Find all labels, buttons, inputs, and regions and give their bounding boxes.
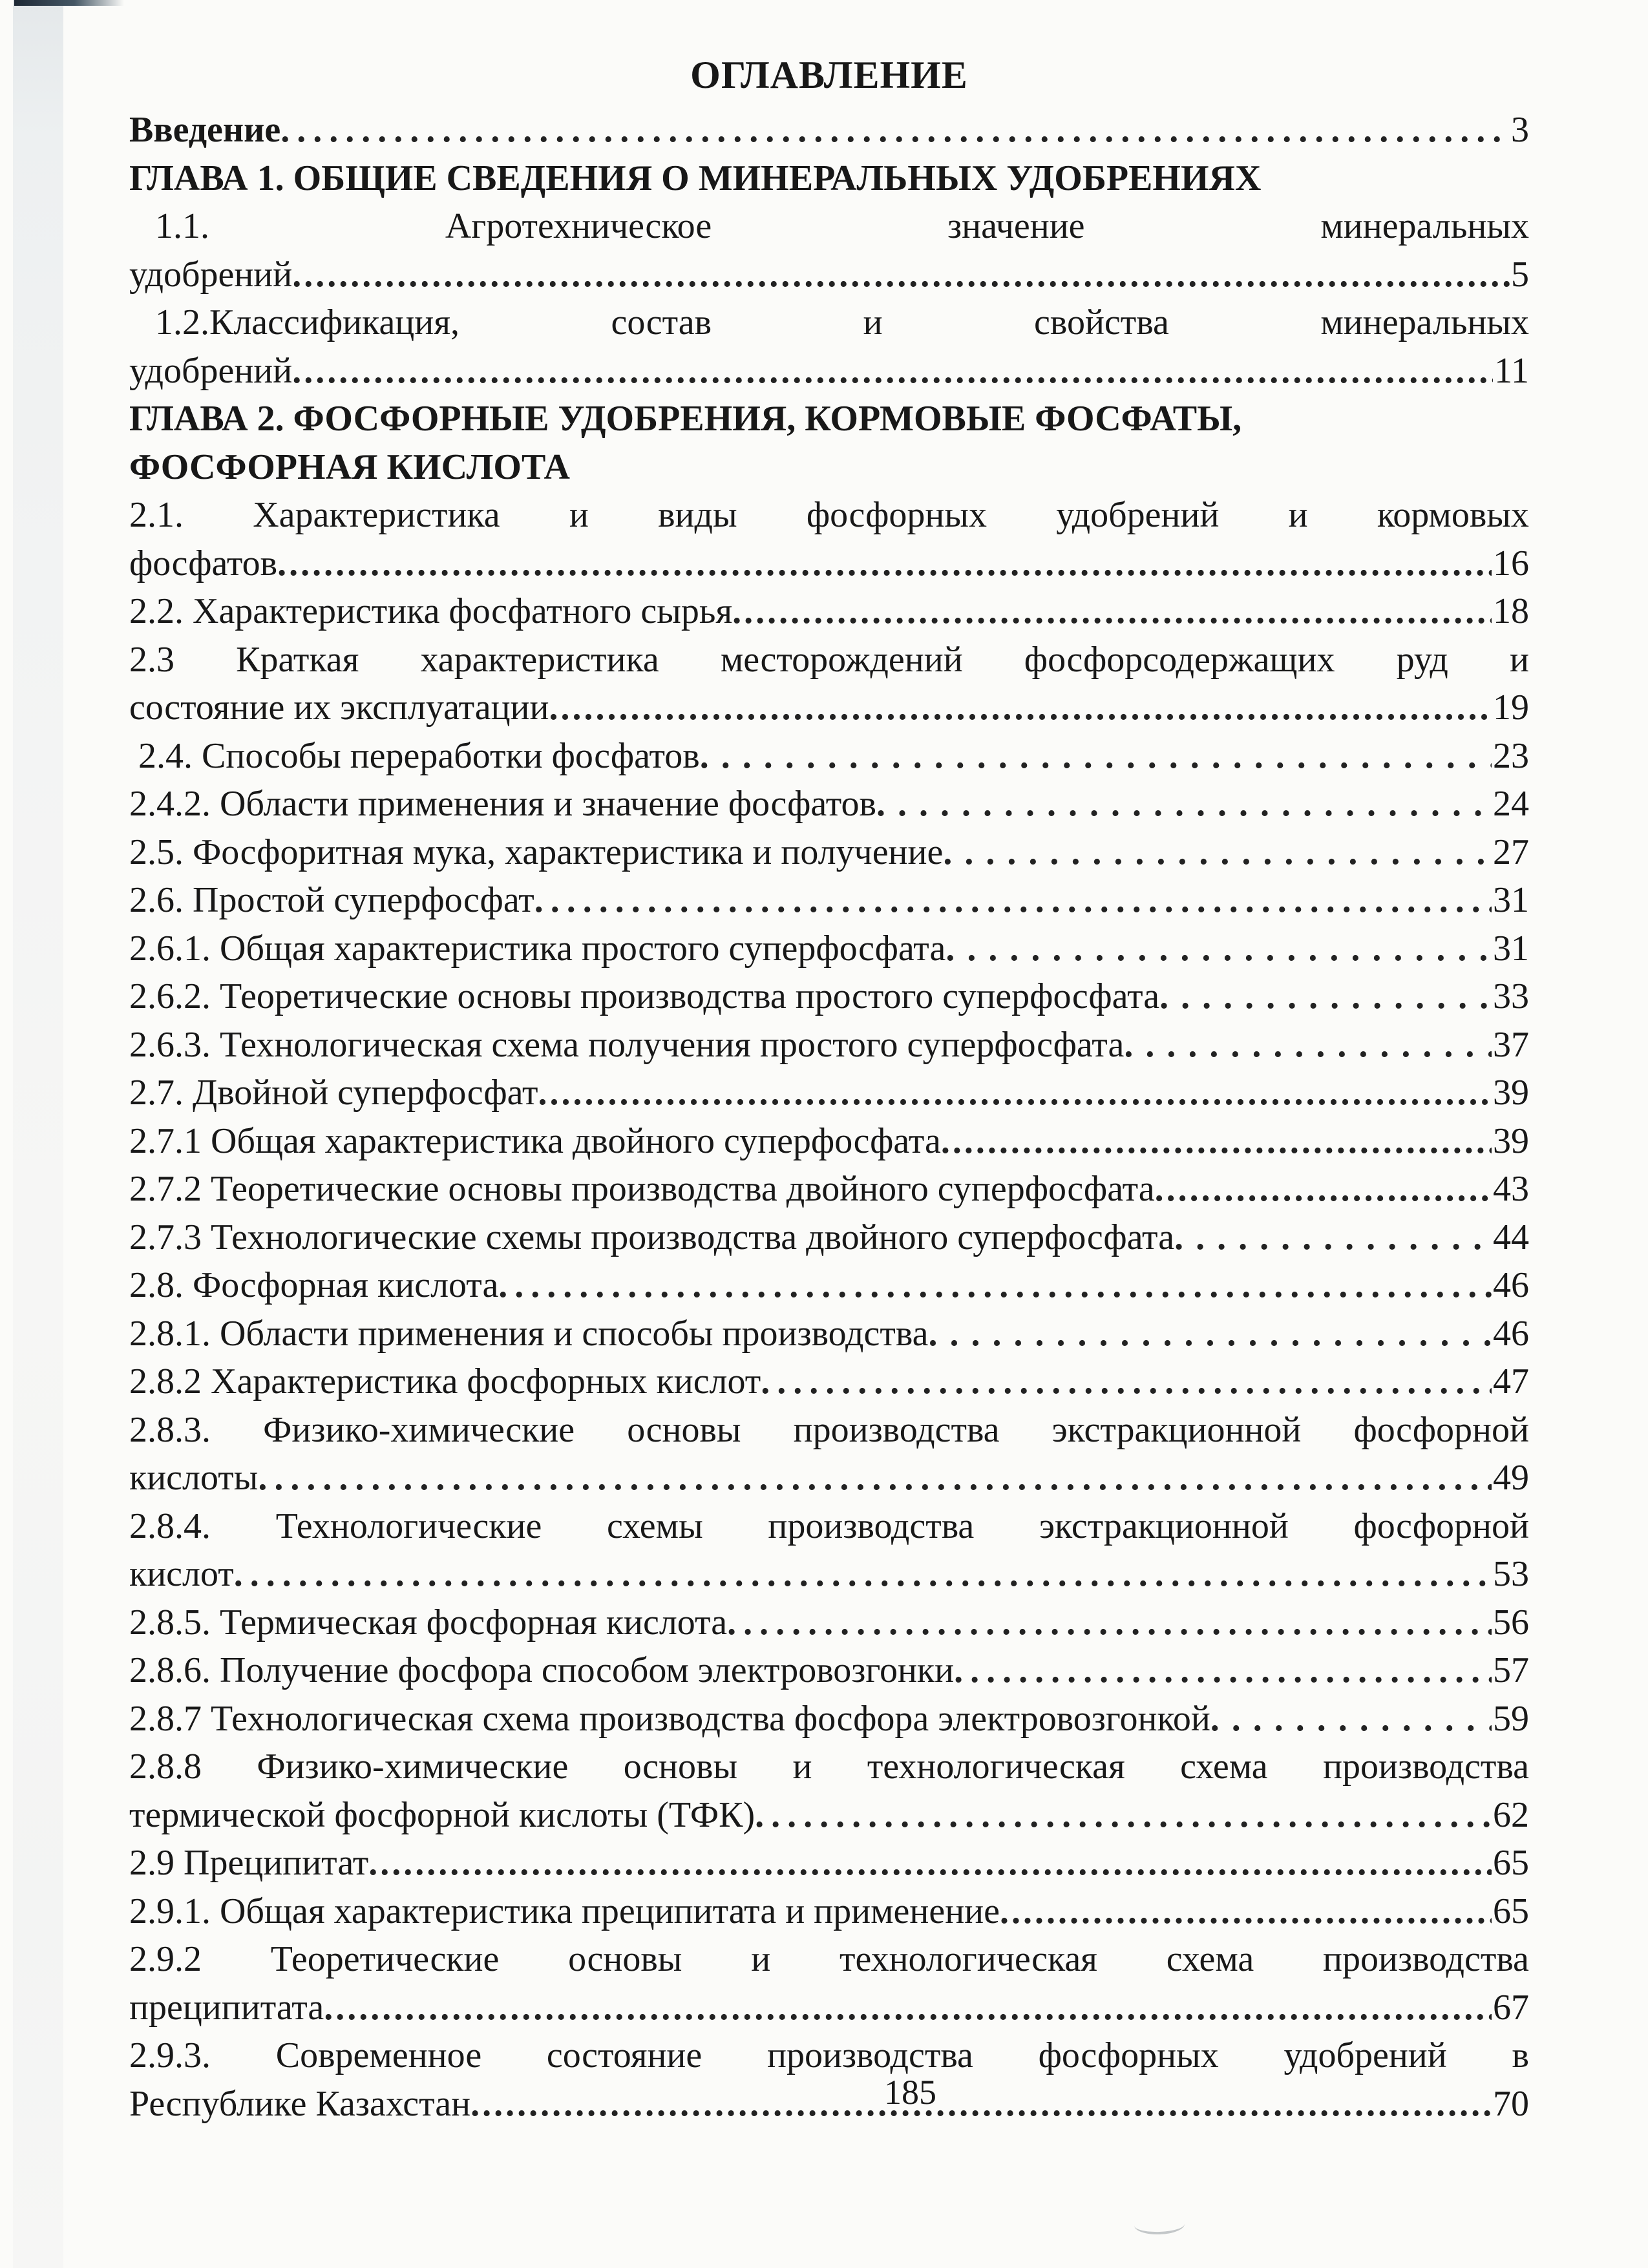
toc-line	[129, 636, 1529, 684]
toc-word: и	[751, 1939, 771, 1979]
toc-page-number: 65	[1493, 1843, 1529, 1883]
dotted-leader	[292, 347, 1493, 395]
toc-word: удобрений	[1056, 495, 1220, 535]
toc-line	[129, 587, 1529, 636]
toc-page-number: 31	[1493, 880, 1529, 920]
toc-word: схема	[1180, 1747, 1268, 1787]
dotted-leader	[1155, 1165, 1492, 1213]
toc-entry-text: удобрений	[129, 254, 293, 295]
toc-page-number: 3	[1511, 110, 1529, 150]
toc-entry-text: состояние их эксплуатации	[129, 688, 549, 728]
toc-line	[129, 1213, 1529, 1262]
toc-entry-text: 2.8.2 Характеристика фосфорных кислот	[129, 1361, 761, 1402]
toc-word: и	[863, 302, 883, 342]
dotted-leader	[755, 1791, 1492, 1840]
dotted-leader	[470, 2080, 1492, 2128]
toc-line	[129, 1646, 1529, 1695]
dotted-leader	[1174, 1213, 1492, 1262]
toc-word: основы	[623, 1747, 738, 1787]
toc-word: фосфорсодержащих	[1024, 639, 1335, 680]
toc-word: минеральных	[1320, 206, 1529, 246]
toc-entry-text: 2.8.5. Термическая фосфорная кислота	[129, 1602, 728, 1643]
scan-smudge	[1134, 2214, 1185, 2236]
toc-word: Агротехническое	[445, 206, 712, 246]
toc-page-number: 46	[1493, 1265, 1529, 1305]
toc-line	[129, 1935, 1529, 1984]
toc-entry-text: 2.7. Двойной суперфосфат	[129, 1073, 538, 1113]
toc-word: технологическая	[839, 1939, 1097, 1979]
dotted-leader	[258, 1454, 1492, 1502]
toc-entry-text: 2.6. Простой суперфосфат	[129, 880, 534, 920]
toc-entry-text: Республике Казахстан	[129, 2083, 471, 2124]
toc-word: производства	[767, 2035, 973, 2075]
toc-word: и	[1288, 495, 1308, 535]
dotted-leader	[280, 106, 1510, 154]
toc-line	[129, 1165, 1529, 1213]
toc-page-number: 33	[1493, 976, 1529, 1016]
toc-line	[129, 876, 1529, 925]
toc-page-number: 31	[1493, 928, 1529, 969]
toc-word: Характеристика	[253, 495, 500, 535]
dotted-leader	[941, 1117, 1492, 1166]
toc-line	[129, 1502, 1529, 1551]
toc-entry-text: 2.9.1. Общая характеристика преципитата и применение	[129, 1891, 1000, 1931]
toc-entry-text: 2.5. Фосфоритная мука, характеристика и получение	[129, 832, 944, 872]
dotted-leader	[324, 1984, 1492, 2032]
toc-page-number: 56	[1493, 1602, 1529, 1643]
toc-entry-text: 2.7.2 Теоретические основы производства двойного суперфосфата	[129, 1169, 1155, 1209]
toc-page-number: 65	[1493, 1891, 1529, 1931]
toc-page-number: 59	[1493, 1698, 1529, 1739]
toc-page-number: 16	[1493, 543, 1529, 583]
page-title: ОГЛАВЛЕНИЕ	[690, 54, 968, 96]
toc-word: кормовых	[1377, 495, 1529, 535]
toc-line	[129, 1695, 1529, 1743]
toc-word: производства	[768, 1506, 975, 1546]
toc-line	[129, 732, 1529, 781]
dotted-leader	[727, 1599, 1492, 1647]
toc-page-number: 5	[1511, 254, 1529, 295]
toc-word: минеральных	[1320, 302, 1529, 342]
toc-line	[129, 1743, 1529, 1791]
toc-line	[129, 540, 1529, 588]
toc-word: 2.8.4.	[129, 1506, 211, 1546]
toc-page-number: 19	[1493, 688, 1529, 728]
toc-word: фосфорной	[1353, 1409, 1529, 1450]
toc-line	[129, 1021, 1529, 1069]
toc-word: технологическая	[867, 1747, 1125, 1787]
toc-line	[129, 1117, 1529, 1166]
dotted-leader	[498, 1261, 1492, 1310]
toc-entry-text: 2.8.6. Получение фосфора способом электровозгонки	[129, 1650, 955, 1690]
toc-word: Технологические	[275, 1506, 542, 1546]
toc-entry-text: кислот	[129, 1554, 234, 1594]
toc-content	[129, 49, 1529, 2128]
toc-line	[129, 1454, 1529, 1502]
toc-word: производства	[1323, 1939, 1529, 1979]
toc-word: месторождений	[720, 639, 963, 680]
toc-word: 1.1.	[155, 206, 209, 246]
dotted-leader	[538, 1069, 1492, 1117]
toc-word: производства	[1323, 1747, 1529, 1787]
dotted-leader	[732, 587, 1492, 636]
toc-list	[129, 106, 1529, 2128]
toc-line	[129, 491, 1529, 540]
toc-entry-text: кислоты	[129, 1458, 259, 1498]
toc-line	[129, 251, 1529, 299]
toc-word: Физико-химические	[257, 1747, 569, 1787]
toc-line	[129, 684, 1529, 732]
dotted-leader	[945, 925, 1492, 973]
toc-word: 1.2.Классификация,	[155, 302, 460, 342]
dotted-leader	[1159, 972, 1492, 1021]
dotted-leader	[954, 1646, 1492, 1695]
toc-word: схемы	[607, 1506, 703, 1546]
toc-line	[129, 1984, 1529, 2032]
toc-word: Физико-химические	[263, 1409, 575, 1450]
toc-page-number: 57	[1493, 1650, 1529, 1690]
toc-word: характеристика	[420, 639, 659, 680]
toc-line	[129, 443, 1529, 492]
toc-page-number: 23	[1493, 735, 1529, 776]
toc-word: 2.3	[129, 639, 174, 680]
toc-line	[129, 1406, 1529, 1454]
toc-page-number: 62	[1493, 1794, 1529, 1835]
toc-entry-text: 2.4.2. Области применения и значение фосфатов	[129, 784, 876, 824]
toc-page-number: 70	[1493, 2083, 1529, 2124]
toc-line	[129, 202, 1529, 251]
toc-word: производства	[793, 1409, 1000, 1450]
toc-word: свойства	[1034, 302, 1169, 342]
toc-entry-text: 2.2. Характеристика фосфатного сырья	[129, 591, 733, 631]
toc-word: основы	[627, 1409, 741, 1450]
toc-line	[129, 1261, 1529, 1310]
toc-page-number: 49	[1493, 1458, 1529, 1498]
toc-word: значение	[947, 206, 1085, 246]
toc-line	[129, 1069, 1529, 1117]
toc-page-number: 67	[1493, 1987, 1529, 2028]
toc-page-number: 53	[1493, 1554, 1529, 1594]
toc-word: Современное	[275, 2035, 482, 2075]
toc-word: и	[569, 495, 589, 535]
toc-page-number: 27	[1493, 832, 1529, 872]
dotted-leader	[277, 540, 1492, 588]
toc-word: Теоретические	[270, 1939, 500, 1979]
toc-entry-text: 2.4. Способы переработки фосфатов	[138, 735, 700, 776]
toc-entry-text: термической фосфорной кислоты (ТФК)	[129, 1794, 755, 1835]
dotted-leader	[876, 780, 1492, 828]
toc-page-number: 37	[1493, 1024, 1529, 1065]
toc-word: удобрений	[1284, 2035, 1447, 2075]
toc-word: 2.1.	[129, 495, 184, 535]
toc-page-number: 39	[1493, 1120, 1529, 1161]
dotted-leader	[292, 251, 1510, 299]
toc-entry-text: 2.6.1. Общая характеристика простого суперфосфата	[129, 928, 946, 969]
dotted-leader	[1210, 1695, 1492, 1743]
dotted-leader	[549, 684, 1492, 732]
toc-line	[129, 972, 1529, 1021]
toc-word: 2.8.8	[129, 1747, 202, 1787]
toc-entry-text: фосфатов	[129, 543, 278, 583]
toc-entry-text: 2.6.3. Технологическая схема получения простого суперфосфата	[129, 1024, 1125, 1065]
toc-entry-text: Введение	[129, 110, 281, 150]
toc-line	[129, 1887, 1529, 1936]
toc-line	[129, 2032, 1529, 2080]
toc-word: фосфорной	[1353, 1506, 1529, 1546]
toc-page-number: 43	[1493, 1169, 1529, 1209]
toc-line	[129, 154, 1529, 203]
dotted-leader	[700, 732, 1492, 781]
toc-page-number: 39	[1493, 1073, 1529, 1113]
toc-entry-text: ГЛАВА 2. ФОСФОРНЫЕ УДОБРЕНИЯ, КОРМОВЫЕ ФОСФАТЫ,	[129, 399, 1242, 439]
toc-word: и	[792, 1747, 812, 1787]
toc-entry-text: ГЛАВА 1. ОБЩИЕ СВЕДЕНИЯ О МИНЕРАЛЬНЫХ УДОБРЕНИЯХ	[129, 158, 1262, 198]
toc-word: в	[1512, 2035, 1529, 2075]
toc-word: 2.8.3.	[129, 1409, 211, 1450]
toc-line	[129, 1358, 1529, 1406]
footer-page-number: 185	[884, 2073, 936, 2112]
toc-word: состав	[611, 302, 712, 342]
toc-line	[129, 1791, 1529, 1840]
toc-entry-text: преципитата	[129, 1987, 324, 2028]
toc-word: основы	[568, 1939, 682, 1979]
toc-line	[129, 1839, 1529, 1887]
toc-word: фосфорных	[806, 495, 987, 535]
dotted-leader	[928, 1310, 1492, 1358]
toc-word: экстракционной	[1051, 1409, 1302, 1450]
toc-page-number: 46	[1493, 1313, 1529, 1354]
toc-page-number: 18	[1493, 591, 1529, 631]
dotted-leader	[1000, 1887, 1492, 1936]
toc-line	[129, 780, 1529, 828]
toc-line	[129, 106, 1529, 154]
toc-line	[129, 299, 1529, 347]
dotted-leader	[368, 1839, 1492, 1887]
toc-page-number: 44	[1493, 1217, 1529, 1257]
toc-word: 2.9.2	[129, 1939, 202, 1979]
toc-page-number: 11	[1494, 350, 1529, 391]
toc-entry-text: 2.7.1 Общая характеристика двойного суперфосфата	[129, 1120, 941, 1161]
dotted-leader	[761, 1358, 1492, 1406]
toc-word: состояние	[546, 2035, 703, 2075]
toc-entry-text: 2.7.3 Технологические схемы производства двойного суперфосфата	[129, 1217, 1175, 1257]
toc-line	[129, 1599, 1529, 1647]
toc-entry-text: 2.8. Фосфорная кислота	[129, 1265, 499, 1305]
toc-line	[129, 925, 1529, 973]
toc-entry-text: удобрений	[129, 350, 293, 391]
toc-page-number: 47	[1493, 1361, 1529, 1402]
toc-word: виды	[658, 495, 737, 535]
toc-word: Краткая	[236, 639, 359, 680]
toc-entry-text: 2.9 Преципитат	[129, 1843, 369, 1883]
toc-line	[129, 828, 1529, 877]
toc-word: экстракционной	[1039, 1506, 1289, 1546]
toc-entry-text: 2.6.2. Теоретические основы производства простого суперфосфата	[129, 976, 1160, 1016]
toc-word: схема	[1166, 1939, 1254, 1979]
toc-line	[129, 1550, 1529, 1599]
scan-edge-band	[13, 0, 63, 2268]
scan-corner-mark	[14, 0, 124, 6]
toc-word: фосфорных	[1038, 2035, 1219, 2075]
toc-line	[129, 2080, 1529, 2128]
dotted-leader	[1124, 1021, 1492, 1069]
toc-word: руд	[1396, 639, 1448, 680]
toc-line	[129, 395, 1529, 443]
toc-word: и	[1510, 639, 1529, 680]
toc-entry-text: ФОСФОРНАЯ КИСЛОТА	[129, 446, 570, 487]
toc-line	[129, 1310, 1529, 1358]
toc-line	[129, 347, 1529, 395]
dotted-leader	[534, 876, 1492, 925]
dotted-leader	[943, 828, 1492, 877]
toc-page-number: 24	[1493, 784, 1529, 824]
toc-entry-text: 2.8.7 Технологическая схема производства фосфора электровозгонкой	[129, 1698, 1210, 1739]
toc-entry-text: 2.8.1. Области применения и способы производства	[129, 1313, 929, 1354]
toc-word: 2.9.3.	[129, 2035, 211, 2075]
dotted-leader	[234, 1550, 1492, 1599]
